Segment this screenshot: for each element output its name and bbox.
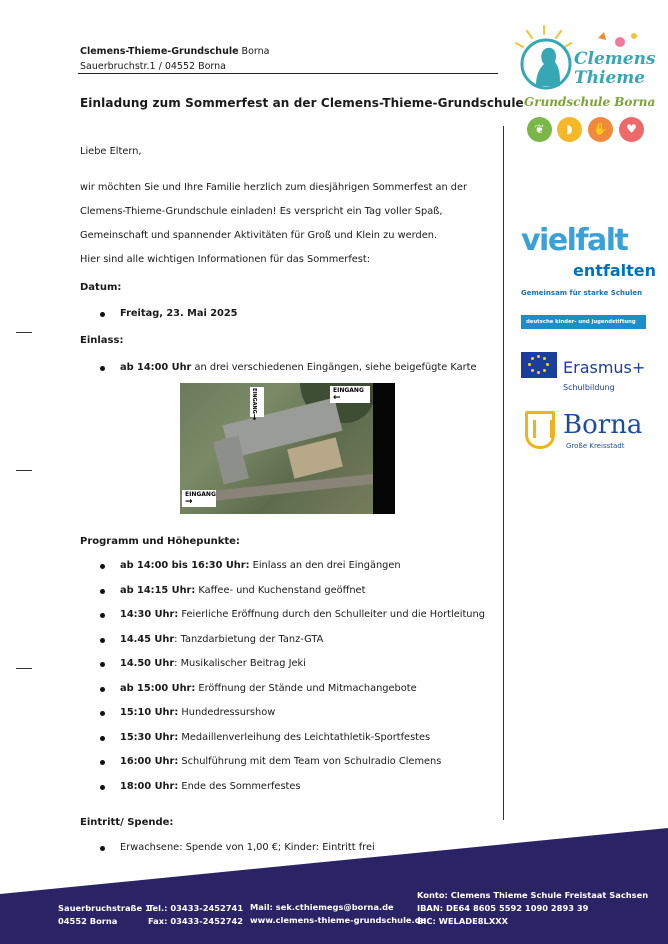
school-logo-subtitle: Grundschule Borna — [524, 95, 656, 109]
entrance-label: EINGANG ↓ — [250, 387, 264, 417]
borna-subtitle: Große Kreisstadt — [566, 442, 625, 450]
eu-flag-icon — [521, 352, 557, 378]
vielfalt-tagline: Gemeinsam für starke Schulen — [521, 289, 643, 297]
vielfalt-logo-sub: entfalten — [573, 261, 657, 280]
list-item: ab 14:00 bis 16:30 Uhr: Einlass an den drei Eingängen — [100, 554, 500, 579]
letter-subject: Einladung zum Sommerfest an der Clemens-Thieme-Grundschule — [80, 96, 524, 110]
vertical-divider — [503, 126, 504, 820]
list-item: 14:30 Uhr: Feierliche Eröffnung durch den Schulleiter und die Hortleitung — [100, 603, 500, 628]
hand-icon: ✋ — [588, 117, 613, 142]
borna-logo: Borna — [563, 410, 643, 440]
datum-heading: Datum: — [80, 282, 122, 293]
intro-line: Clemens-Thieme-Grundschule einladen! Es verspricht ein Tag voller Spaß, — [80, 206, 443, 217]
entrance-label: EINGANG ← — [330, 386, 370, 403]
entrance-map-image — [180, 383, 395, 514]
leaf-icon: ❦ — [527, 117, 552, 142]
programm-heading: Programm und Höhepunkte: — [80, 536, 240, 547]
fish-icon: ◗ — [557, 117, 582, 142]
sender-address: Sauerbruchstr.1 / 04552 Borna — [80, 61, 226, 72]
list-item: Erwachsene: Spende von 1,00 €; Kinder: Eintritt frei — [100, 836, 500, 861]
borna-crest-icon — [525, 411, 555, 449]
erasmus-subtitle: Schulbildung — [563, 383, 615, 392]
list-item: 14.45 Uhr: Tanzdarbietung der Tanz-GTA — [100, 628, 500, 653]
entrance-label: EINGANG → — [182, 490, 216, 507]
header-rule — [78, 73, 498, 74]
eintritt-heading: Eintritt/ Spende: — [80, 817, 174, 828]
school-logo-text: Clemens Thieme — [574, 49, 656, 88]
sender-school: Clemens-Thieme-Grundschule Borna — [80, 46, 270, 57]
footer-phone: Tel.: 03433-2452741 Fax: 03433-2452742 — [148, 903, 244, 926]
footer — [0, 820, 668, 944]
punch-mark — [16, 470, 32, 471]
list-item: 18:00 Uhr: Ende des Sommerfestes — [100, 775, 500, 800]
footer-address: Sauerbruchstraße 1 04552 Borna — [58, 903, 151, 926]
list-item: ab 14:00 Uhr an drei verschiedenen Eingängen, siehe beigefügte Karte — [100, 356, 500, 381]
list-item: ab 15:00 Uhr: Eröffnung der Stände und Mitmachangebote — [100, 677, 500, 702]
vielfalt-logo: vielfalt — [521, 223, 628, 258]
heart-icon: ♥ — [619, 117, 644, 142]
programm-list — [100, 554, 500, 799]
datum-list — [100, 302, 500, 327]
fold-mark — [16, 332, 32, 333]
intro-line: Hier sind alle wichtigen Informationen für das Sommerfest: — [80, 254, 371, 265]
intro-paragraph — [80, 176, 490, 272]
einlass-heading: Einlass: — [80, 335, 124, 346]
einlass-list — [100, 356, 500, 381]
list-item: Freitag, 23. Mai 2025 — [100, 302, 500, 327]
list-item: ab 14:15 Uhr: Kaffee- und Kuchenstand geöffnet — [100, 579, 500, 604]
sender-block — [80, 44, 269, 74]
intro-line: Gemeinschaft und spannender Aktivitäten für Groß und Klein zu werden. — [80, 230, 438, 241]
dkjs-logo: deutsche kinder- und jugendstiftung — [521, 315, 646, 329]
fold-mark — [16, 668, 32, 669]
erasmus-logo: Erasmus+ — [563, 358, 646, 377]
salutation: Liebe Eltern, — [80, 146, 142, 157]
list-item: 15:30 Uhr: Medaillenverleihung des Leichtathletik-Sportfestes — [100, 726, 500, 751]
footer-contact: Mail: sek.cthiemegs@borna.de www.clemens-thieme-grundschule.de — [250, 902, 427, 925]
footer-bank: Konto: Clemens Thieme Schule Freistaat Sachsen IBAN: DE64 8605 5592 1090 2893 39 BIC: WELADE8LXXX — [417, 890, 649, 926]
list-item: 16:00 Uhr: Schulführung mit dem Team von Schulradio Clemens — [100, 750, 500, 775]
intro-line: wir möchten Sie und Ihre Familie herzlich zum diesjährigen Sommerfest an der — [80, 182, 468, 193]
list-item: 14.50 Uhr: Musikalischer Beitrag Jeki — [100, 652, 500, 677]
list-item: 15:10 Uhr: Hundedressurshow — [100, 701, 500, 726]
